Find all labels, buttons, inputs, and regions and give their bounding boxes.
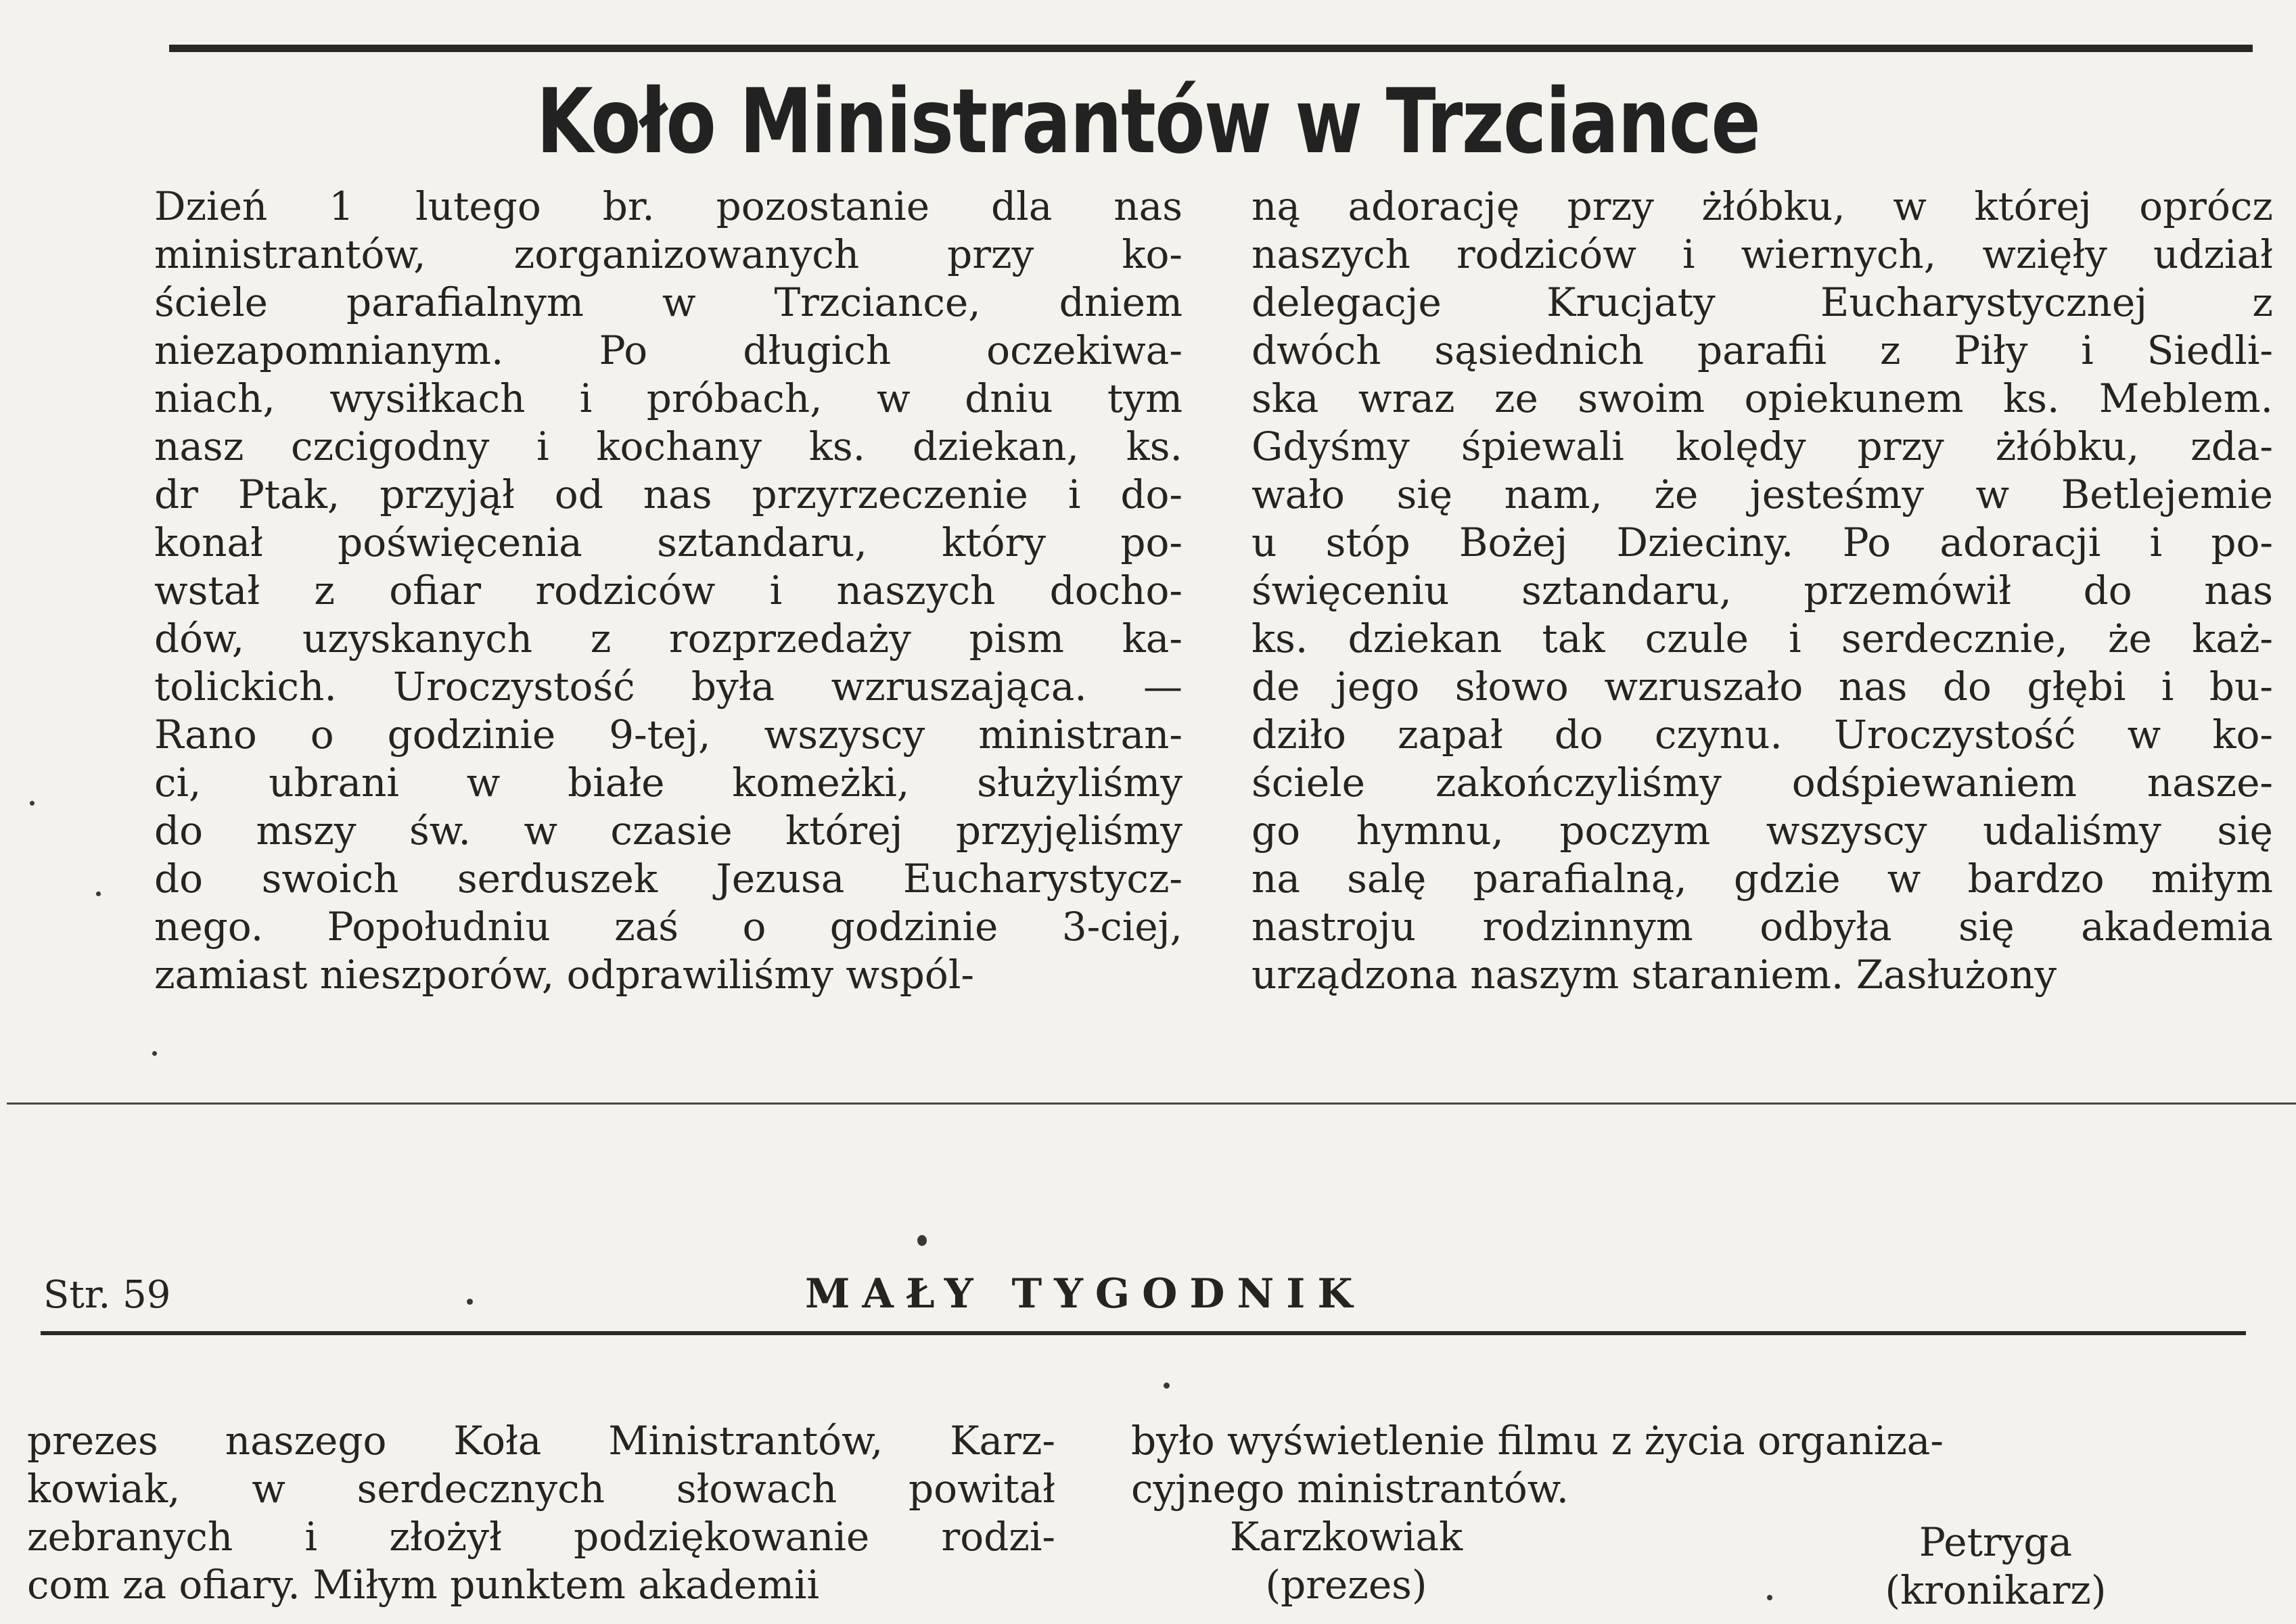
article-column-upper-left [154,183,1183,999]
text-line: niach, wysiłkach i próbach, w dniu tym [154,375,1183,421]
text-line: u stóp Bożej Dzieciny. Po adoracji i po- [1252,519,2273,565]
signature-name: Petryga [1919,1519,2073,1565]
text-line: zamiast nieszporów, odprawiliśmy wspól- [154,952,974,998]
text-line: ściele zakończyliśmy odśpiewaniem nasze- [1252,760,2273,806]
text-line: dr Ptak, przyjął od nas przyrzeczenie i do- [154,471,1183,517]
text-line: na salę parafialną, gdzie w bardzo miłym [1252,856,2273,902]
text-line: wstał z ofiar rodziców i naszych docho- [154,567,1183,613]
print-speck [96,891,101,896]
text-line: ściele parafialnym w Trzciance, dniem [154,279,1183,325]
clipping-edge-rule [7,1103,2296,1105]
text-line: Rano o godzinie 9-tej, wszyscy ministran- [154,712,1183,758]
print-speck [1767,1595,1772,1600]
text-line: ska wraz ze swoim opiekunem ks. Meblem. [1252,375,2273,421]
signature-president [1191,1513,1502,1609]
top-rule [169,45,2253,52]
text-line: urządzona naszym staraniem. Zasłużony [1252,952,2057,998]
text-line: ną adorację przy żłóbku, w której oprócz [1252,183,2273,229]
text-line: było wyświetlenie filmu z życia organiza- [1131,1418,1944,1464]
signature-role: (prezes) [1265,1562,1427,1608]
text-line: prezes naszego Koła Ministrantów, Karz- [27,1418,1055,1464]
text-line: naszych rodziców i wiernych, wzięły udział [1252,231,2273,277]
text-line: niezapomnianym. Po długich oczekiwa- [154,327,1183,373]
text-line: ci, ubrani w białe komeżki, służyliśmy [154,760,1183,806]
text-line: tolickich. Uroczystość była wzruszająca. — [154,664,1183,710]
print-speck [152,1051,157,1056]
page-number: Str. 59 [43,1273,171,1317]
text-line: dwóch sąsiednich parafii z Piły i Siedli- [1252,327,2273,373]
text-line: święceniu sztandaru, przemówił do nas [1252,567,2273,613]
text-line: com za ofiary. Miłym punktem akademii [27,1562,820,1608]
article-column-lower-left [27,1417,1055,1609]
text-line: dziło zapał do czynu. Uroczystość w ko- [1252,712,2273,758]
text-line: nasz czcigodny i kochany ks. dziekan, ks. [154,423,1183,469]
text-line: delegacje Krucjaty Eucharystycznej z [1252,279,2273,325]
text-line: kowiak, w serdecznych słowach powitał [27,1466,1055,1512]
text-line: wało się nam, że jesteśmy w Betlejemie [1252,471,2273,517]
text-line: nastroju rodzinnym odbyła się akademia [1252,904,2273,950]
text-line: cyjnego ministrantów. [1131,1466,1569,1512]
text-line: nego. Popołudniu zaś o godzinie 3-ciej, [154,904,1183,950]
text-line: ministrantów, zorganizowanych przy ko- [154,231,1183,277]
footer-rule [41,1331,2246,1335]
text-line: ks. dziekan tak czule i serdecznie, że każ- [1252,616,2273,662]
text-line: Gdyśmy śpiewali kolędy przy żłóbku, zda- [1252,423,2273,469]
signature-name: Karzkowiak [1229,1514,1463,1560]
text-line: zebranych i złożył podziękowanie rodzi- [27,1514,1055,1560]
text-line: do mszy św. w czasie której przyjęliśmy [154,808,1183,854]
print-speck [1164,1383,1170,1389]
text-line: go hymnu, poczym wszyscy udaliśmy się [1252,808,2273,854]
article-headline: Koło Ministrantów w Trzciance [536,70,1760,174]
print-speck [30,801,35,806]
publication-name: MAŁY TYGODNIK [805,1270,1365,1318]
text-line: do swoich serduszek Jezusa Eucharystycz- [154,856,1183,902]
article-column-lower-right [1131,1417,2153,1513]
text-line: konał poświęcenia sztandaru, który po- [154,519,1183,565]
print-speck [917,1235,927,1246]
text-line: dów, uzyskanych z rozprzedaży pism ka- [154,616,1183,662]
print-speck [467,1299,473,1305]
text-line: de jego słowo wzruszało nas do głębi i bu- [1252,664,2273,710]
signature-role: (kronikarz) [1885,1567,2107,1613]
article-column-upper-right [1252,183,2273,999]
text-line: Dzień 1 lutego br. pozostanie dla nas [154,183,1183,229]
signature-chronicler [1840,1518,2151,1615]
